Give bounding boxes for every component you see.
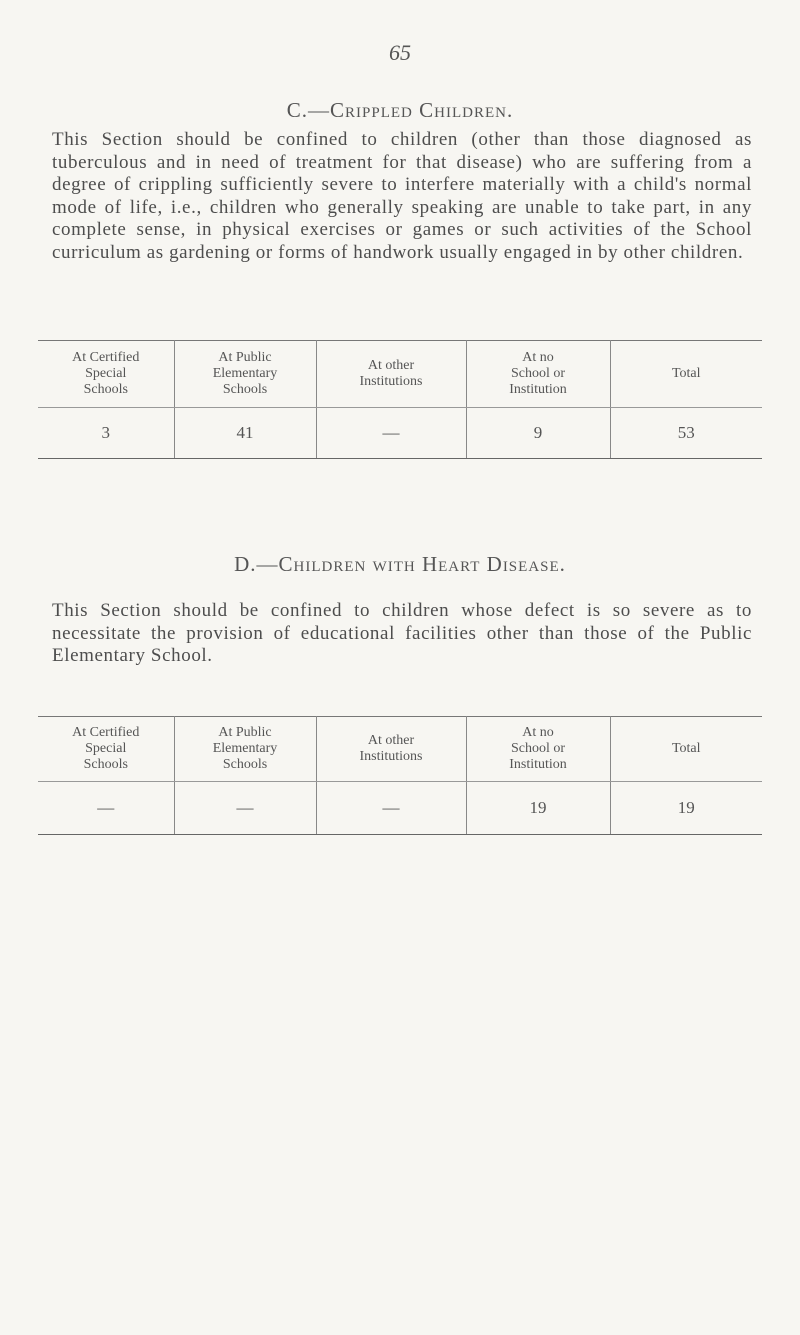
table-header-row — [38, 717, 762, 782]
header-public-elementary-schools: At Public Elementary Schools — [174, 717, 316, 782]
section-d-body: This Section should be confined to children whose defect is so severe as to necessitate the provision of educational facilities other than those of the Public Elementary School. — [52, 600, 752, 666]
section-d-table — [38, 716, 762, 835]
section-c-heading: C.—Crippled Children. — [286, 98, 514, 122]
section-c-body: This Section should be confined to children (other than those diagnosed as tuberculous and in need of treatment for that disease) who are suffering from a degree of crippling sufficiently severe to interfere materially with a child's normal mode of life, i.e., children who generally speaking are unable to take part, in any complete sense, in physical exercises or games or such activities of the School curriculum as gardening or forms of handwork usually engaged in by other children. — [52, 129, 752, 263]
section-c-table — [38, 340, 762, 459]
cell-other-institutions: — — [316, 782, 466, 835]
header-other-institutions: At other Institutions — [316, 717, 466, 782]
cell-no-school-or-institution: 19 — [466, 782, 610, 835]
cell-certified-special-schools: 3 — [38, 408, 174, 459]
header-certified-special-schools: At Certified Special Schools — [38, 717, 174, 782]
cell-public-elementary-schools: 41 — [174, 408, 316, 459]
cell-no-school-or-institution: 9 — [466, 408, 610, 459]
table-row — [38, 782, 762, 835]
table-header-row — [38, 341, 762, 408]
section-d-heading: D.—Children with Heart Disease. — [234, 552, 566, 576]
header-no-school-or-institution: At no School or Institution — [466, 341, 610, 408]
table-row — [38, 408, 762, 459]
cell-total: 19 — [610, 782, 762, 835]
header-public-elementary-schools: At Public Elementary Schools — [174, 341, 316, 408]
cell-other-institutions: — — [316, 408, 466, 459]
header-no-school-or-institution: At no School or Institution — [466, 717, 610, 782]
header-certified-special-schools: At Certified Special Schools — [38, 341, 174, 408]
cell-total: 53 — [610, 408, 762, 459]
cell-certified-special-schools: — — [38, 782, 174, 835]
header-total: Total — [610, 717, 762, 782]
page-number: 65 — [389, 40, 411, 65]
header-total: Total — [610, 341, 762, 408]
cell-public-elementary-schools: — — [174, 782, 316, 835]
header-other-institutions: At other Institutions — [316, 341, 466, 408]
